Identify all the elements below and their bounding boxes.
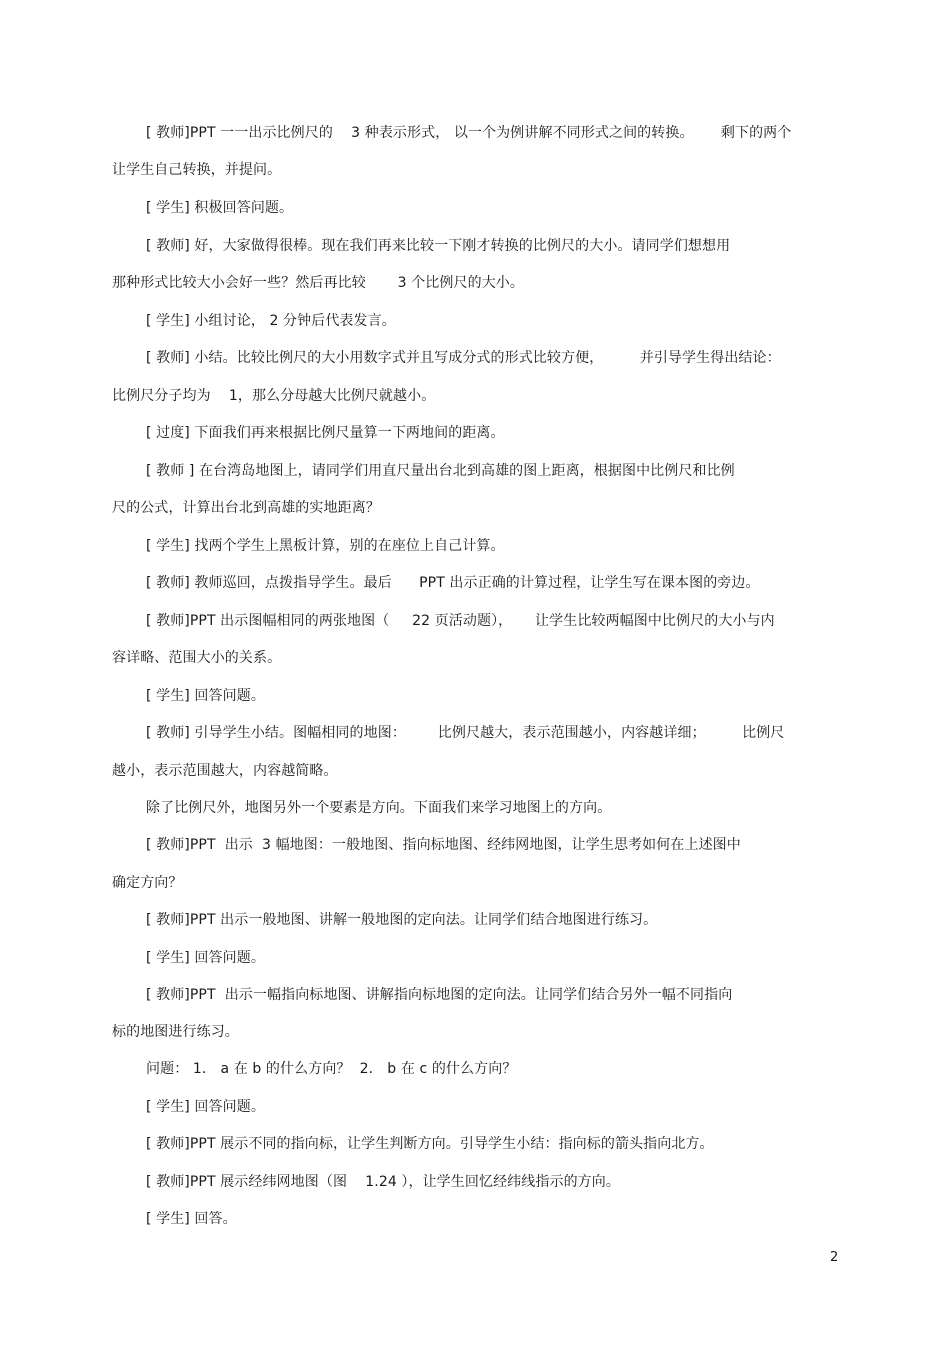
- text-line: [ 教师]PPT 出示图幅相同的两张地图（ 22 页活动题）， 让学生比较两幅图中比例尺的大小与内: [146, 613, 775, 629]
- page-number: 2: [830, 1250, 839, 1265]
- text-line: [ 学生] 找两个学生上黑板计算，别的在座位上自己计算。: [146, 538, 505, 554]
- text-line: [ 教师]PPT 出示一幅指向标地图、讲解指向标地图的定向法。让同学们结合另外一幅不同指向: [146, 987, 733, 1003]
- text-line: [ 学生] 小组讨论， 2 分钟后代表发言。: [146, 313, 396, 329]
- text-line: [ 教师]PPT 展示经纬网地图（图 1.24 ），让学生回忆经纬线指示的方向。: [146, 1174, 620, 1190]
- text-line: [ 教师] 好，大家做得很棒。现在我们再来比较一下刚才转换的比例尺的大小。请同学们想想用: [146, 238, 731, 254]
- text-line: 除了比例尺外，地图另外一个要素是方向。下面我们来学习地图上的方向。: [146, 800, 612, 816]
- text-line: 比例尺分子均为 1，那么分母越大比例尺就越小。: [112, 388, 436, 404]
- text-line: [ 教师]PPT 出示一般地图、讲解一般地图的定向法。让同学们结合地图进行练习。: [146, 912, 658, 928]
- text-line: [ 教师] 小结。比较比例尺的大小用数字式并且写成分式的形式比较方便， 并引导学生得出结论：: [146, 350, 781, 366]
- text-line: [ 过度] 下面我们再来根据比例尺量算一下两地间的距离。: [146, 425, 505, 441]
- text-line: 让学生自己转换，并提问。: [112, 162, 282, 178]
- text-line: 越小，表示范围越大，内容越简略。: [112, 763, 338, 779]
- text-line: 那种形式比较大小会好一些？然后再比较 3 个比例尺的大小。: [112, 275, 525, 291]
- text-line: 尺的公式，计算出台北到高雄的实地距离？: [112, 500, 380, 516]
- text-line: [ 教师] 教师巡回，点拨指导学生。最后 PPT 出示正确的计算过程，让学生写在课本图的旁边。: [146, 575, 760, 591]
- text-line: [ 教师]PPT 一一出示比例尺的 3 种表示形式， 以一个为例讲解不同形式之间的转换。 剩下的两个: [146, 125, 792, 141]
- text-line: 问题： 1． a 在 b 的什么方向？ 2． b 在 c 的什么方向？: [146, 1061, 517, 1077]
- text-line: [ 教师] 引导学生小结。图幅相同的地图： 比例尺越大，表示范围越小，内容越详细； 比例尺: [146, 725, 785, 741]
- text-line: [ 学生] 回答问题。: [146, 688, 265, 704]
- text-line: [ 教师]PPT 出示 3 幅地图：一般地图、指向标地图、经纬网地图，让学生思考如何在上述图中: [146, 837, 741, 853]
- text-line: 标的地图进行练习。: [112, 1024, 239, 1040]
- text-line: [ 学生] 积极回答问题。: [146, 200, 294, 216]
- text-line: [ 学生] 回答问题。: [146, 950, 265, 966]
- text-line: [ 学生] 回答问题。: [146, 1099, 265, 1115]
- text-line: 容详略、范围大小的关系。: [112, 650, 282, 666]
- text-line: [ 教师 ] 在台湾岛地图上，请同学们用直尺量出台北到高雄的图上距离，根据图中比例尺和比例: [146, 463, 735, 479]
- text-line: [ 学生] 回答。: [146, 1211, 237, 1227]
- text-line: 确定方向？: [112, 875, 183, 891]
- text-line: [ 教师]PPT 展示不同的指向标，让学生判断方向。引导学生小结：指向标的箭头指向北方。: [146, 1136, 714, 1152]
